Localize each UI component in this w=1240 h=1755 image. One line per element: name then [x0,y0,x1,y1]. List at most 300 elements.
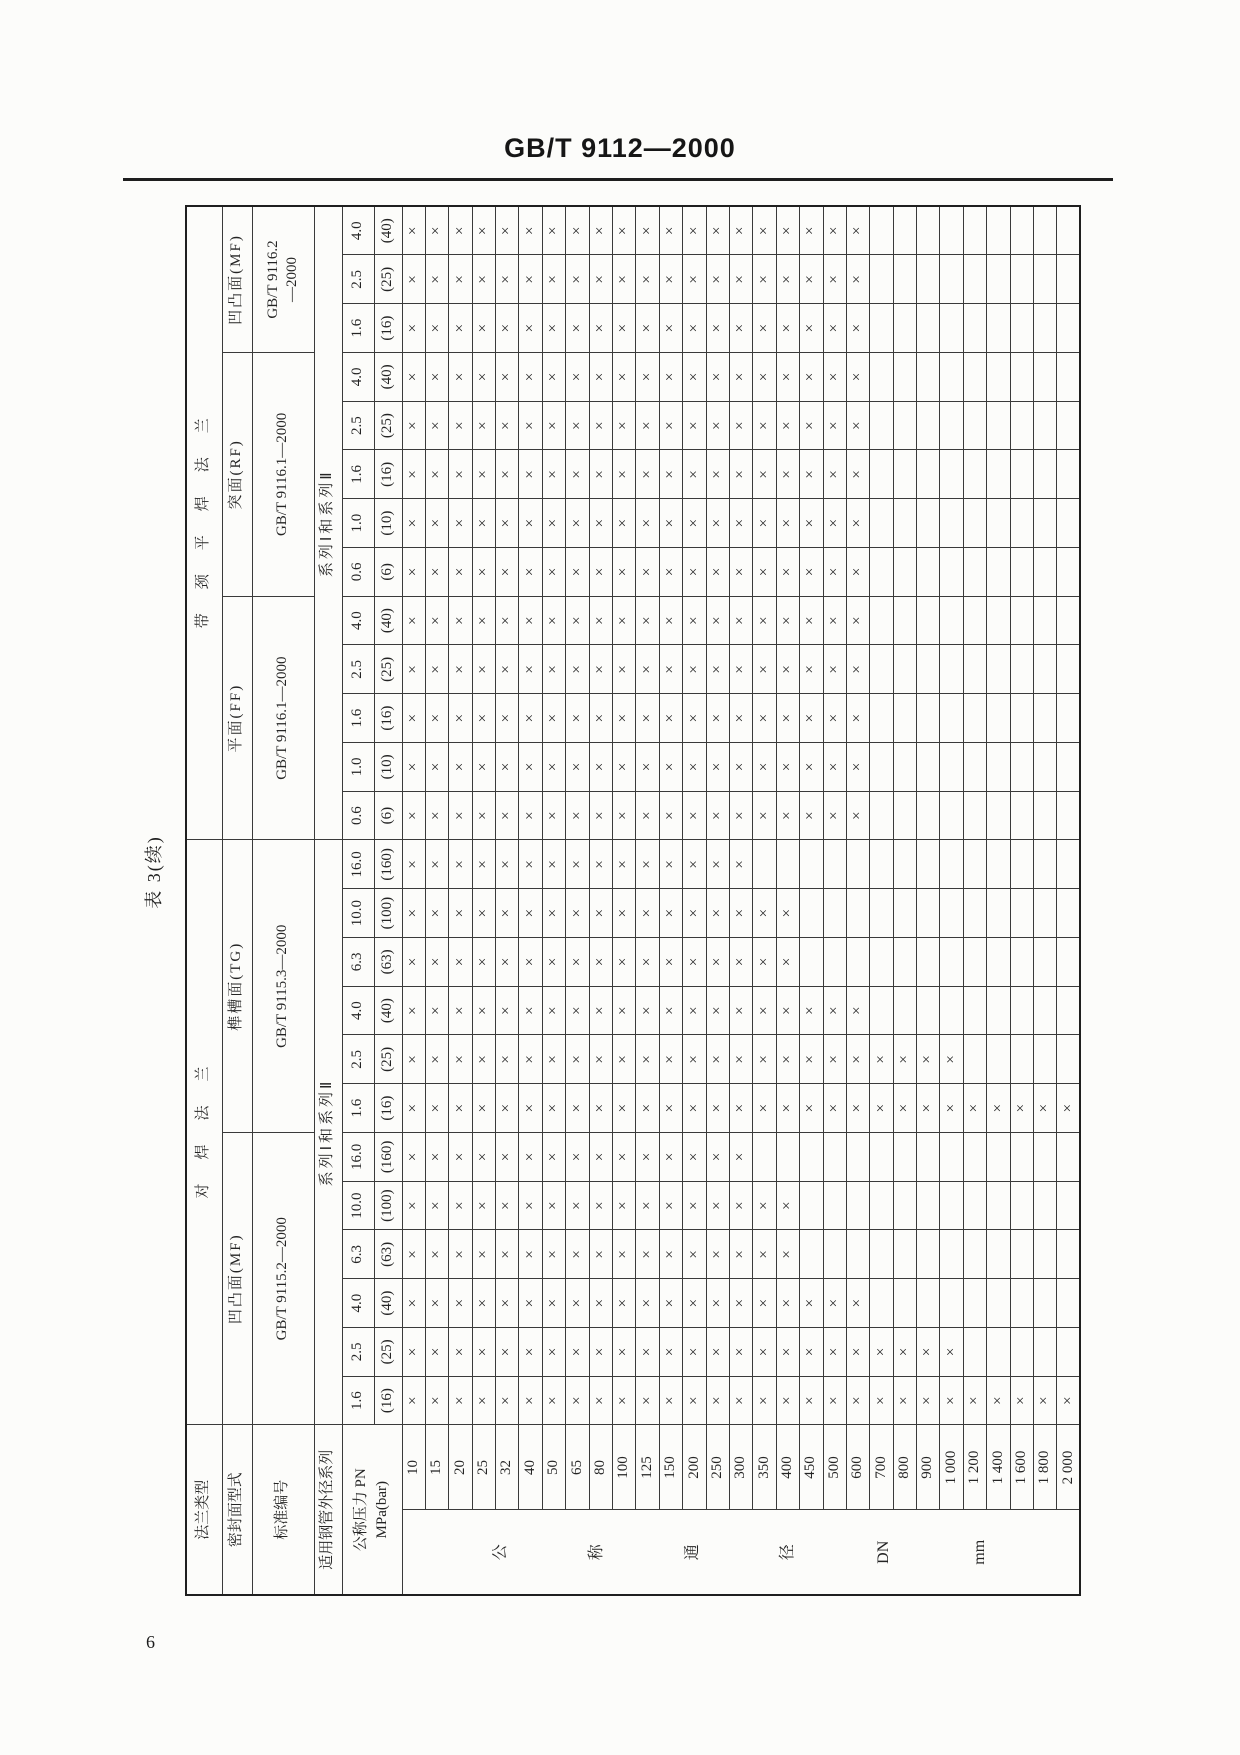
pn-value-cell: 2.5 [342,401,374,450]
mark-cell: × [729,499,752,548]
dn-caption-char: 径 [779,1544,797,1561]
table3-continued-label: 表 3(续) [144,835,164,909]
mark-cell: × [776,937,799,986]
pn-value-cell: 0.6 [342,547,374,596]
mark-cell: × [729,1132,752,1181]
mark-cell: × [542,401,565,450]
mark-cell: × [846,694,869,743]
mark-cell: × [425,547,448,596]
mark-cell [1010,1132,1033,1181]
dn-row [823,206,846,1595]
mark-cell: × [542,1132,565,1181]
mark-cell: × [566,499,589,548]
mark-cell: × [706,1084,729,1133]
mark-cell: × [823,742,846,791]
mark-cell: × [613,1327,636,1376]
mark-cell [917,352,940,401]
mark-cell: × [823,1084,846,1133]
pn-value-cell: 2.5 [342,1035,374,1084]
mark-cell [1034,742,1057,791]
mark-cell [963,791,986,840]
mark-cell: × [542,694,565,743]
mark-cell: × [589,1132,612,1181]
mark-cell [987,596,1010,645]
mark-cell [1034,986,1057,1035]
mark-cell [940,1230,963,1279]
mark-cell: × [800,986,823,1035]
mark-cell: × [542,742,565,791]
mark-cell [893,742,916,791]
mark-cell: × [542,791,565,840]
pn-value-cell: 4.0 [342,206,374,255]
mark-cell: × [776,742,799,791]
mark-cell: × [636,499,659,548]
mark-cell: × [753,1035,776,1084]
mark-cell [1057,694,1080,743]
mark-cell: × [729,742,752,791]
mark-cell [1010,352,1033,401]
mark-cell: × [659,1279,682,1328]
dn-row [613,206,636,1595]
mark-cell: × [776,352,799,401]
mark-cell: × [449,255,472,304]
mark-cell: × [776,889,799,938]
mark-cell: × [425,889,448,938]
mark-cell: × [636,1376,659,1425]
dn-row [425,206,448,1595]
dn-row [940,206,963,1595]
dn-row [659,206,682,1595]
mark-cell: × [706,694,729,743]
mark-cell: × [425,840,448,889]
mark-cell: × [425,694,448,743]
mark-cell: × [402,596,425,645]
mark-cell: × [613,547,636,596]
mark-cell: × [846,352,869,401]
mark-cell: × [613,986,636,1035]
mark-cell: × [636,937,659,986]
mark-cell: × [542,1035,565,1084]
mark-cell [1034,401,1057,450]
standard-9116-1-rf: GB/T 9116.1—2000 [252,352,314,596]
mark-cell: × [753,889,776,938]
mark-cell: × [683,304,706,353]
mark-cell [846,1230,869,1279]
mark-cell: × [753,547,776,596]
mark-cell: × [940,1084,963,1133]
mark-cell [987,840,1010,889]
standard-9116-2-line1: GB/T 9116.2 [265,240,282,319]
mark-cell: × [917,1327,940,1376]
mark-cell: × [729,1181,752,1230]
dn-caption-char: mm [971,1539,989,1565]
mark-cell: × [729,889,752,938]
mark-cell: × [753,742,776,791]
mark-cell: × [987,1084,1010,1133]
mark-cell: × [566,1035,589,1084]
mark-cell: × [846,1035,869,1084]
mark-cell: × [729,694,752,743]
mark-cell: × [800,1327,823,1376]
face-tg-buttweld: 榫槽面(TG) [222,840,252,1133]
mark-cell: × [706,304,729,353]
mark-cell: × [659,547,682,596]
mark-cell: × [542,450,565,499]
stub-nominal-diameter [402,1510,1080,1595]
mark-cell: × [659,937,682,986]
mark-cell [917,1132,940,1181]
mark-cell: × [472,1327,495,1376]
mark-cell [870,596,893,645]
mark-cell [1010,401,1033,450]
mark-cell: × [496,1230,519,1279]
mark-cell [893,1279,916,1328]
mark-cell: × [753,1230,776,1279]
mark-cell: × [753,596,776,645]
mark-cell: × [636,596,659,645]
mark-cell: × [893,1035,916,1084]
mark-cell [823,937,846,986]
mark-cell: × [776,499,799,548]
mark-cell [963,547,986,596]
dn-caption [413,1511,1068,1595]
mark-cell [1010,1327,1033,1376]
mark-cell: × [776,401,799,450]
mark-cell: × [729,1327,752,1376]
bar-value-cell: (160) [374,1132,402,1181]
mark-cell [963,1132,986,1181]
mark-cell: × [683,206,706,255]
mark-cell: × [753,986,776,1035]
mark-cell [1057,450,1080,499]
mark-cell [1034,304,1057,353]
mark-cell [917,937,940,986]
mark-cell [917,499,940,548]
mark-cell: × [1057,1376,1080,1425]
mark-cell [870,840,893,889]
bar-value-cell: (16) [374,304,402,353]
mark-cell [893,791,916,840]
mark-cell: × [846,1084,869,1133]
mark-cell: × [519,937,542,986]
mark-cell [940,937,963,986]
mark-cell: × [472,1132,495,1181]
pn-value-cell: 4.0 [342,596,374,645]
mark-cell [963,596,986,645]
mark-cell [846,889,869,938]
mark-cell: × [496,547,519,596]
mark-cell: × [963,1084,986,1133]
mark-cell: × [800,206,823,255]
mark-cell: × [496,1327,519,1376]
mark-cell: × [753,1327,776,1376]
mark-cell: × [683,937,706,986]
mark-cell: × [496,742,519,791]
mark-cell: × [542,1279,565,1328]
mark-cell [987,742,1010,791]
mark-cell [963,450,986,499]
mark-cell [800,1132,823,1181]
dn-value: 1 200 [963,1425,986,1510]
mark-cell: × [893,1376,916,1425]
mark-cell [917,791,940,840]
mark-cell: × [402,304,425,353]
mark-cell: × [425,986,448,1035]
mark-cell [963,937,986,986]
mark-cell [870,1279,893,1328]
pn-value-cell: 1.0 [342,742,374,791]
standard-code-header: GB/T 9112—2000 [504,133,736,163]
mark-cell: × [706,450,729,499]
bar-value-cell: (25) [374,645,402,694]
mark-cell: × [472,791,495,840]
mark-cell [917,401,940,450]
mark-cell: × [636,791,659,840]
mark-cell [940,206,963,255]
mark-cell: × [519,889,542,938]
mark-cell: × [472,547,495,596]
mark-cell: × [519,1376,542,1425]
mark-cell: × [683,547,706,596]
mark-cell: × [753,1376,776,1425]
mark-cell [1034,547,1057,596]
mark-cell: × [870,1084,893,1133]
mark-cell: × [449,1084,472,1133]
mark-cell: × [729,1230,752,1279]
mark-cell [940,645,963,694]
mark-cell: × [846,255,869,304]
mark-cell: × [496,1132,519,1181]
mark-cell: × [449,937,472,986]
dn-value: 20 [449,1425,472,1510]
dn-row [496,206,519,1595]
mark-cell: × [683,499,706,548]
mark-cell [1010,986,1033,1035]
mark-cell: × [425,1327,448,1376]
mark-cell [917,596,940,645]
mark-cell: × [963,1376,986,1425]
mark-cell: × [893,1084,916,1133]
mark-cell: × [425,791,448,840]
mark-cell: × [706,791,729,840]
face-rf-slipon: 突面(RF) [222,352,252,596]
mark-cell: × [870,1376,893,1425]
mark-cell [1057,596,1080,645]
mark-cell: × [683,352,706,401]
mark-cell: × [519,1035,542,1084]
mark-cell: × [589,352,612,401]
mark-cell: × [449,986,472,1035]
dn-row [683,206,706,1595]
mark-cell [987,937,1010,986]
mark-cell: × [449,1132,472,1181]
mark-cell: × [542,1084,565,1133]
mark-cell: × [589,255,612,304]
mark-cell: × [753,401,776,450]
mark-cell [987,401,1010,450]
mark-cell: × [449,791,472,840]
mark-cell: × [636,1327,659,1376]
mark-cell: × [566,1132,589,1181]
mark-cell: × [753,694,776,743]
mark-cell: × [776,694,799,743]
mark-cell [846,937,869,986]
mark-cell [987,791,1010,840]
mark-cell: × [449,1376,472,1425]
mark-cell: × [496,694,519,743]
mark-cell: × [472,401,495,450]
mark-cell: × [706,401,729,450]
pn-value-cell: 16.0 [342,1132,374,1181]
mark-cell [893,694,916,743]
mark-cell: × [402,694,425,743]
mark-cell [917,1279,940,1328]
mark-cell: × [402,1035,425,1084]
mark-cell: × [613,401,636,450]
standard-9116-1-ff: GB/T 9116.1—2000 [252,596,314,840]
mark-cell: × [800,742,823,791]
mark-cell [893,840,916,889]
mark-cell [1057,499,1080,548]
mark-cell [917,986,940,1035]
bar-value-cell: (10) [374,742,402,791]
bar-value-cell: (6) [374,791,402,840]
mark-cell: × [402,986,425,1035]
mark-cell [963,352,986,401]
page-number: 6 [146,1632,155,1652]
mark-cell [893,1230,916,1279]
mark-cell: × [823,986,846,1035]
mark-cell: × [800,1279,823,1328]
mark-cell: × [636,840,659,889]
mark-cell [870,352,893,401]
dn-value: 80 [589,1425,612,1510]
dn-row [566,206,589,1595]
mark-cell: × [425,596,448,645]
mark-cell: × [706,986,729,1035]
mark-cell [893,986,916,1035]
mark-cell: × [566,206,589,255]
mark-cell [917,255,940,304]
mark-cell: × [449,889,472,938]
mark-cell: × [425,255,448,304]
dn-value: 40 [519,1425,542,1510]
mark-cell [870,547,893,596]
dn-value: 450 [800,1425,823,1510]
mark-cell [1057,645,1080,694]
mark-cell: × [496,401,519,450]
mark-cell: × [519,742,542,791]
mark-cell [1034,352,1057,401]
mark-cell [893,937,916,986]
mark-cell: × [613,645,636,694]
mark-cell: × [659,742,682,791]
mark-cell: × [613,889,636,938]
mark-cell: × [659,840,682,889]
mark-cell [1010,791,1033,840]
dn-row [893,206,916,1595]
mark-cell: × [683,840,706,889]
mark-cell: × [753,499,776,548]
mark-cell: × [706,1279,729,1328]
bar-value-cell: (25) [374,401,402,450]
mark-cell: × [683,986,706,1035]
mark-cell: × [823,1035,846,1084]
mark-cell [870,1230,893,1279]
mark-cell [987,986,1010,1035]
mark-cell [1034,499,1057,548]
mark-cell: × [449,450,472,499]
mark-cell [963,1035,986,1084]
series-cell-slipon: 系列Ⅰ和系列Ⅱ [314,206,342,840]
mark-cell: × [519,596,542,645]
stub-standard-no: 标准编号 [252,1425,314,1595]
mark-cell: × [425,352,448,401]
mark-cell: × [519,840,542,889]
mark-cell [1057,742,1080,791]
standard-9116-2 [252,206,314,352]
mark-cell [800,889,823,938]
mark-cell: × [659,889,682,938]
mark-cell: × [846,1327,869,1376]
mark-cell: × [870,1327,893,1376]
mark-cell [917,1230,940,1279]
mark-cell: × [917,1035,940,1084]
mark-cell [917,694,940,743]
mark-cell: × [753,1279,776,1328]
mark-cell: × [449,1181,472,1230]
mark-cell [940,694,963,743]
mark-cell: × [519,206,542,255]
mark-cell [917,840,940,889]
mark-cell [1057,986,1080,1035]
dn-value: 600 [846,1425,869,1510]
mark-cell: × [519,352,542,401]
mark-cell [870,450,893,499]
dn-value: 800 [893,1425,916,1510]
mark-cell: × [519,304,542,353]
header-rule [123,178,1113,181]
mark-cell: × [706,499,729,548]
mark-cell: × [636,986,659,1035]
mark-cell [1034,1230,1057,1279]
mark-cell: × [729,255,752,304]
mark-cell: × [800,596,823,645]
bar-value-cell: (25) [374,1035,402,1084]
mark-cell: × [449,1327,472,1376]
mark-cell: × [659,1181,682,1230]
mark-cell: × [613,450,636,499]
mark-cell: × [402,547,425,596]
mark-cell: × [449,1230,472,1279]
pn-value-cell: 2.5 [342,645,374,694]
mark-cell [1010,547,1033,596]
mark-cell [963,1327,986,1376]
mark-cell: × [496,937,519,986]
mark-cell: × [659,694,682,743]
mark-cell: × [519,547,542,596]
mark-cell: × [800,791,823,840]
mark-cell [776,1132,799,1181]
mark-cell: × [566,1327,589,1376]
mark-cell [963,1279,986,1328]
mark-cell: × [425,1230,448,1279]
mark-cell: × [846,986,869,1035]
pn-value-cell: 10.0 [342,1181,374,1230]
mark-cell [1057,1230,1080,1279]
mark-cell [1057,206,1080,255]
mark-cell: × [566,986,589,1035]
